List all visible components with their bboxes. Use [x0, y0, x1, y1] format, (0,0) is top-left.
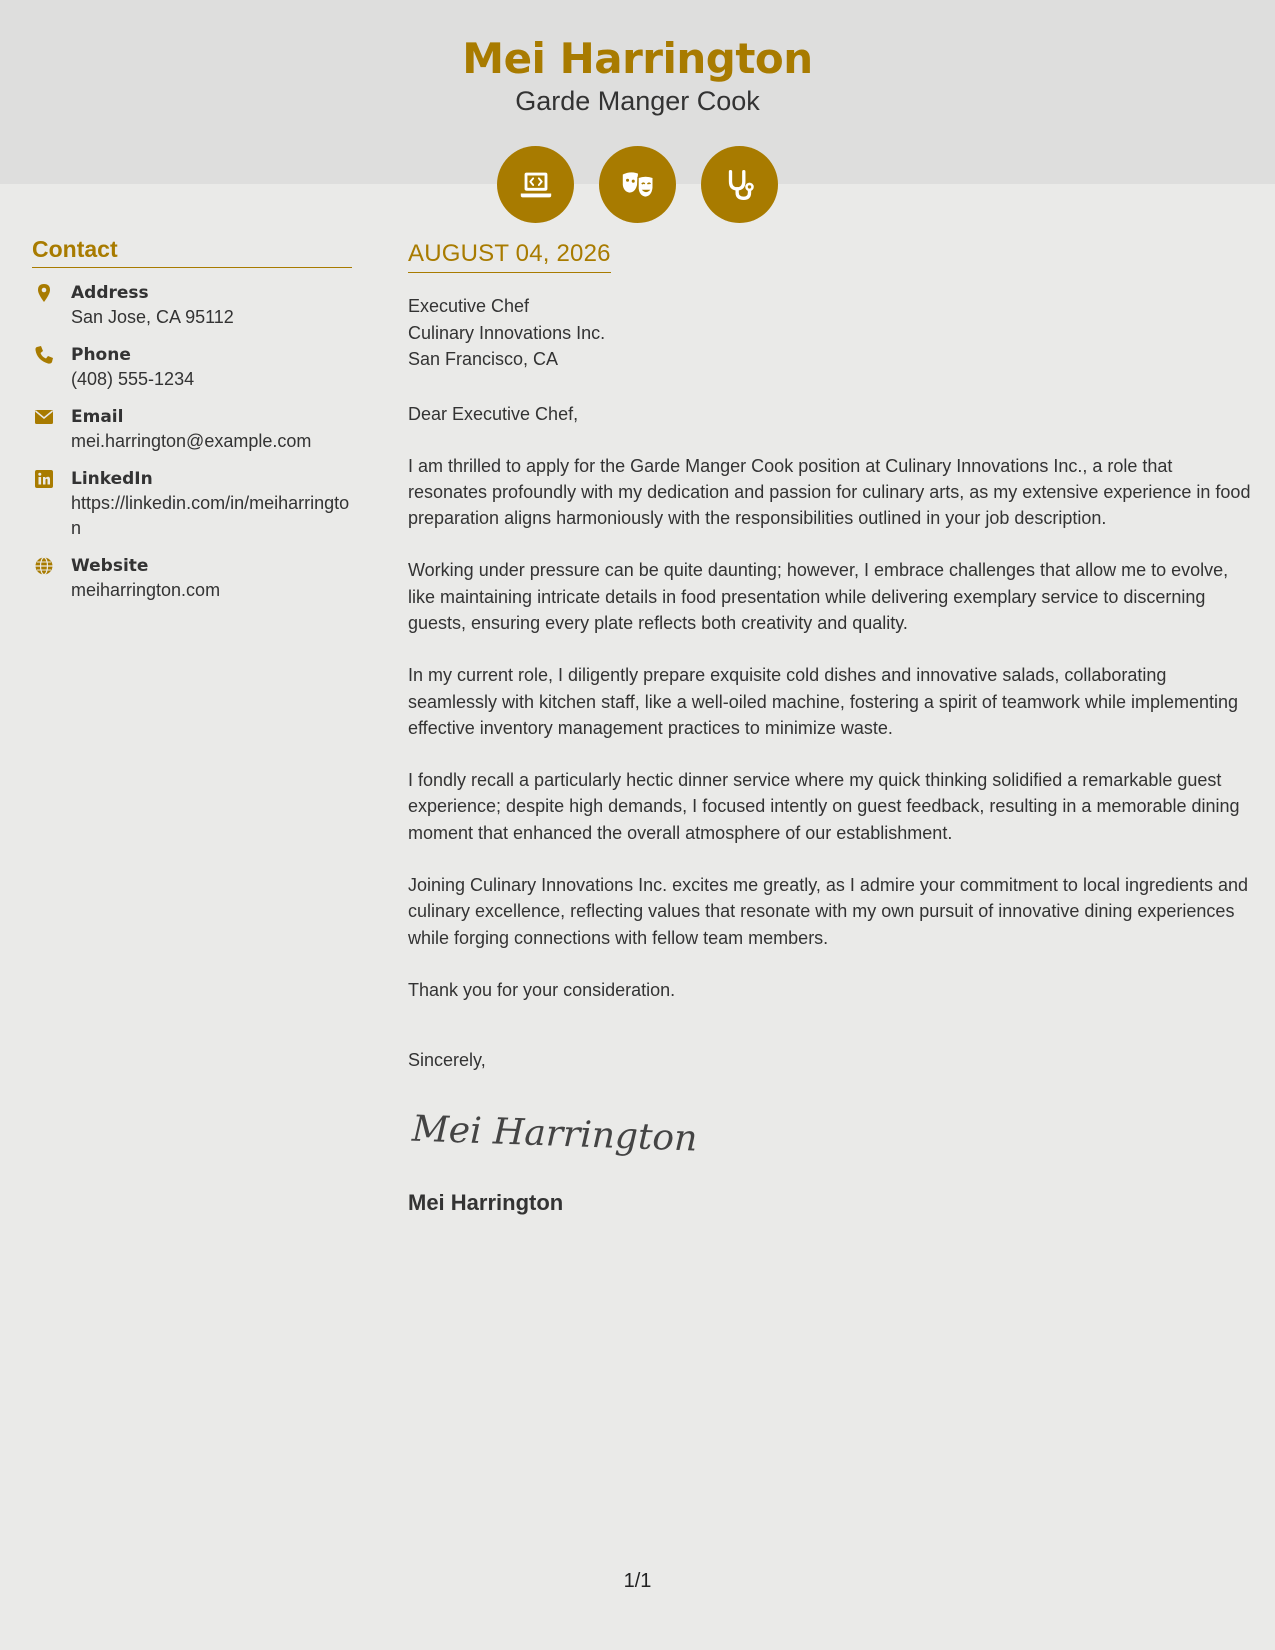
- recipient-block: [408, 293, 1253, 373]
- signer-name: Mei Harrington: [408, 1190, 564, 1216]
- globe-icon: [34, 556, 54, 576]
- letter-body: [408, 240, 1253, 1216]
- recipient-line: Culinary Innovations Inc.: [408, 322, 606, 343]
- contact-label: Phone: [71, 345, 131, 365]
- contact-phone: [32, 343, 352, 392]
- location-pin-icon: [34, 283, 54, 303]
- closing: Sincerely,: [408, 1050, 486, 1071]
- contact-sidebar: [32, 236, 352, 603]
- letter-paragraph: Working under pressure can be quite daunting; however, I embrace challenges that allow me to evolve, like maintaining intricate details in food presentation while delivering exemplary service to discerning guests, ensuring every plate reflects both creativity and quality.: [408, 560, 1229, 633]
- letter-date: AUGUST 04, 2026: [408, 240, 611, 273]
- contact-heading: Contact: [32, 236, 352, 268]
- contact-address: [32, 281, 352, 330]
- contact-value: San Jose, CA 95112: [71, 307, 234, 327]
- contact-label: Address: [71, 283, 149, 303]
- letter-paragraph: I am thrilled to apply for the Garde Manger Cook position at Culinary Innovations Inc., a role that resonates profoundly with my dedication and passion for culinary arts, as my extensive experience in food preparation aligns harmoniously with the responsibilities outlined in your job description.: [408, 455, 1251, 529]
- letter-paragraph: Joining Culinary Innovations Inc. excites me greatly, as I admire your commitment to local ingredients and culinary excellence, reflecting values that resonate with my own pursuit of innovative dining experiences while forging connections with fellow team members.: [408, 875, 1249, 948]
- page-number: 1/1: [623, 1570, 652, 1592]
- contact-value: (408) 555-1234: [71, 369, 195, 389]
- envelope-icon: [34, 407, 54, 427]
- masks-theater-icon: [599, 146, 676, 223]
- letter-paragraph: I fondly recall a particularly hectic dinner service where my quick thinking solidified a remarkable guest experience; despite high demands, I focused intently on guest feedback, resulting in a memorable dining moment that enhanced the overall atmosphere of our establishment.: [408, 770, 1240, 843]
- linkedin-icon: [34, 469, 54, 489]
- handwritten-signature: [408, 1103, 698, 1160]
- laptop-code-icon: [497, 146, 574, 223]
- contact-label: LinkedIn: [71, 469, 153, 489]
- recipient-line: San Francisco, CA: [408, 349, 559, 369]
- contact-label: Website: [71, 556, 149, 576]
- letter-paragraph: In my current role, I diligently prepare exquisite cold dishes and innovative salads, collaborating seamlessly with kitchen staff, like a well-oiled machine, fostering a spirit of teamwork while implementing effective inventory management practices to minimize waste.: [408, 665, 1239, 738]
- contact-email: [32, 405, 352, 454]
- contact-website: [32, 554, 352, 603]
- salutation: Dear Executive Chef,: [408, 403, 579, 424]
- letter-paragraph: Thank you for your consideration.: [408, 979, 676, 1000]
- recipient-line: Executive Chef: [408, 296, 530, 316]
- interest-icons: [0, 146, 1275, 224]
- applicant-name: Mei Harrington: [462, 34, 813, 83]
- contact-label: Email: [71, 407, 124, 427]
- contact-value: mei.harrington@example.com: [71, 431, 312, 451]
- contact-value[interactable]: meiharrington.com: [71, 580, 221, 600]
- stethoscope-icon: [701, 146, 778, 223]
- contact-value[interactable]: https://linkedin.com/in/meiharrington: [71, 493, 350, 538]
- job-title: Garde Manger Cook: [515, 86, 760, 116]
- svg-text:Mei Harrington: Mei Harrington: [411, 1108, 698, 1160]
- contact-linkedin: [32, 467, 352, 541]
- phone-icon: [34, 345, 54, 365]
